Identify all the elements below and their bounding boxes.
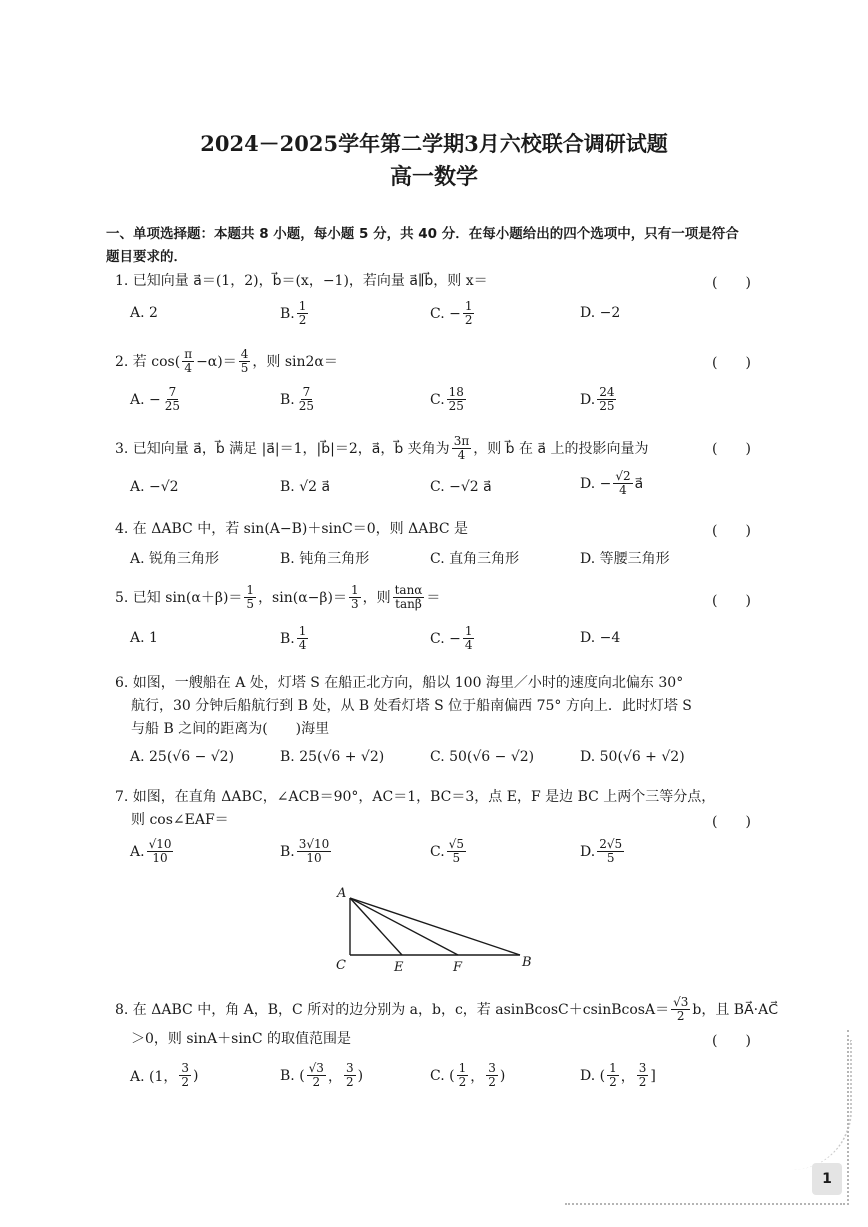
q8-option-a: A. (1， $\frac{3}{2}$ ) — [130, 1061, 199, 1089]
q6-line-1: 6. 如图，一艘船在 A 处，灯塔 S 在船正北方向，船以 100 海里／小时的速度向北偏东 30° — [115, 675, 684, 691]
q8-line-2: ＞0，则 sinA＋sinC 的取值范围是 — [131, 1031, 351, 1047]
q1-option-d: D. −2 — [580, 305, 621, 321]
q7-option-a: A. $\frac{√10}{10}$ — [130, 837, 172, 865]
q3-option-a: A. −√2 — [130, 479, 179, 495]
q6-option-a: A. 25(√6 − √2) — [130, 749, 235, 765]
q4-option-c: C. 直角三角形 — [430, 551, 520, 567]
exam-subject: 高一数学 — [389, 164, 478, 190]
q6-option-c: C. 50(√6 − √2) — [430, 749, 535, 765]
q7-answer-paren: ( ) — [712, 814, 751, 830]
q3-answer-paren: ( ) — [712, 441, 751, 457]
q2-stem: 2. 若 cos( $\frac{\pi}{4}$ −α)＝ $\frac{4}{5}$ ，则 sin2α＝ — [115, 347, 338, 375]
q4-option-b: B. 钝角三角形 — [280, 551, 370, 567]
q3-option-b: B. √2 a⃗ — [280, 479, 331, 495]
q6-option-d: D. 50(√6 + √2) — [580, 749, 685, 765]
q5-option-b: B. $\frac{1}{4}$ — [280, 624, 307, 652]
q3-option-c: C. −√2 a⃗ — [430, 479, 492, 495]
label-f: F — [453, 960, 463, 975]
section-line-2: 题目要求的． — [106, 249, 187, 265]
q4-option-d: D. 等腰三角形 — [580, 551, 670, 567]
q5-option-a: A. 1 — [130, 630, 158, 646]
segment-af — [350, 898, 458, 955]
exam-title: 2024－2025学年第二学期3月六校联合调研试题 — [200, 131, 668, 156]
triangle-diagram — [330, 880, 550, 975]
q1-option-b: B. $\frac{1}{2}$ — [280, 299, 307, 327]
q2-option-c: C. $\frac{18}{25}$ — [430, 385, 464, 413]
section-instructions — [106, 223, 766, 269]
label-a: A — [337, 886, 347, 901]
page-corner-arc — [770, 1040, 852, 1170]
q4-answer-paren: ( ) — [712, 523, 751, 539]
q4-stem: 4. 在 ΔABC 中，若 sin(A−B)＋sinC＝0，则 ΔABC 是 — [115, 521, 469, 537]
q8-option-b: B. ( $\frac{√3}{2}$ ， $\frac{3}{2}$ ) — [280, 1061, 364, 1089]
q4-option-a: A. 锐角三角形 — [130, 551, 220, 567]
q7-line-2: 则 cos∠EAF＝ — [131, 812, 229, 828]
q5-option-c: C. − $\frac{1}{4}$ — [430, 624, 473, 652]
q2-option-a: A. − $\frac{7}{25}$ — [130, 385, 181, 413]
q6-option-b: B. 25(√6 + √2) — [280, 749, 385, 765]
q7-option-b: B. $\frac{3√10}{10}$ — [280, 837, 330, 865]
q5-answer-paren: ( ) — [712, 593, 751, 609]
q2-option-d: D. $\frac{24}{25}$ — [580, 385, 615, 413]
q6-line-2: 航行，30 分钟后船航行到 B 处，从 B 处看灯塔 S 位于船南偏西 75° 方向上．此时灯塔 S — [131, 698, 692, 714]
label-c: C — [336, 958, 346, 973]
q2-answer-paren: ( ) — [712, 355, 751, 371]
q2-option-b: B. $\frac{7}{25}$ — [280, 385, 315, 413]
q5-stem: 5. 已知 sin(α＋β)＝ $\frac{1}{5}$ ，sin(α−β)＝ $\frac{1}{3}$ ，则 $\frac{\tan\alpha}{\tan\beta}$ ＝ — [115, 583, 441, 611]
label-b: B — [522, 955, 532, 970]
page-dotted-border-bottom — [565, 1203, 845, 1205]
q1-answer-paren: ( ) — [712, 275, 751, 291]
page-number: 1 — [812, 1163, 842, 1195]
q3-option-d: D. − $\frac{√2}{4}$ a⃗ — [580, 469, 644, 497]
section-line-1: 一、单项选择题：本题共 8 小题，每小题 5 分，共 40 分．在每小题给出的四个选项中，只有一项是符合 — [106, 226, 739, 242]
q7-option-c: C. $\frac{√5}{5}$ — [430, 837, 464, 865]
q1-option-c: C. − $\frac{1}{2}$ — [430, 299, 473, 327]
q8-option-d: D. ( $\frac{1}{2}$ ， $\frac{3}{2}$ ] — [580, 1061, 656, 1089]
q1-option-a: A. 2 — [130, 305, 158, 321]
q3-stem: 3. 已知向量 a⃗，b⃗ 满足 |a⃗|＝1，|b⃗|＝2，a⃗，b⃗ 夹角为 $\frac{3\pi}{4}$ ，则 b⃗ 在 a⃗ 上的投影向量为 — [115, 434, 649, 462]
q8-line-1: 8. 在 ΔABC 中，角 A，B，C 所对的边分别为 a，b，c，若 asinBcosC＋csinBcosA＝ $\frac{√3}{2}$ b，且 BA⃗·AC⃗ — [115, 995, 779, 1023]
q5-option-d: D. −4 — [580, 630, 621, 646]
q7-option-d: D. $\frac{2√5}{5}$ — [580, 837, 623, 865]
q6-line-3: 与船 B 之间的距离为( )海里 — [131, 721, 330, 737]
q8-answer-paren: ( ) — [712, 1033, 751, 1049]
q1-stem: 1. 已知向量 a⃗＝(1，2)，b⃗＝(x，−1)，若向量 a⃗∥b⃗，则 x＝ — [115, 273, 488, 289]
q8-option-c: C. ( $\frac{1}{2}$ ， $\frac{3}{2}$ ) — [430, 1061, 506, 1089]
q7-line-1: 7. 如图，在直角 ΔABC，∠ACB＝90°，AC＝1，BC＝3，点 E，F 是边 BC 上两个三等分点， — [115, 789, 716, 805]
page-dotted-border-right — [847, 1030, 849, 1205]
label-e: E — [394, 960, 404, 975]
